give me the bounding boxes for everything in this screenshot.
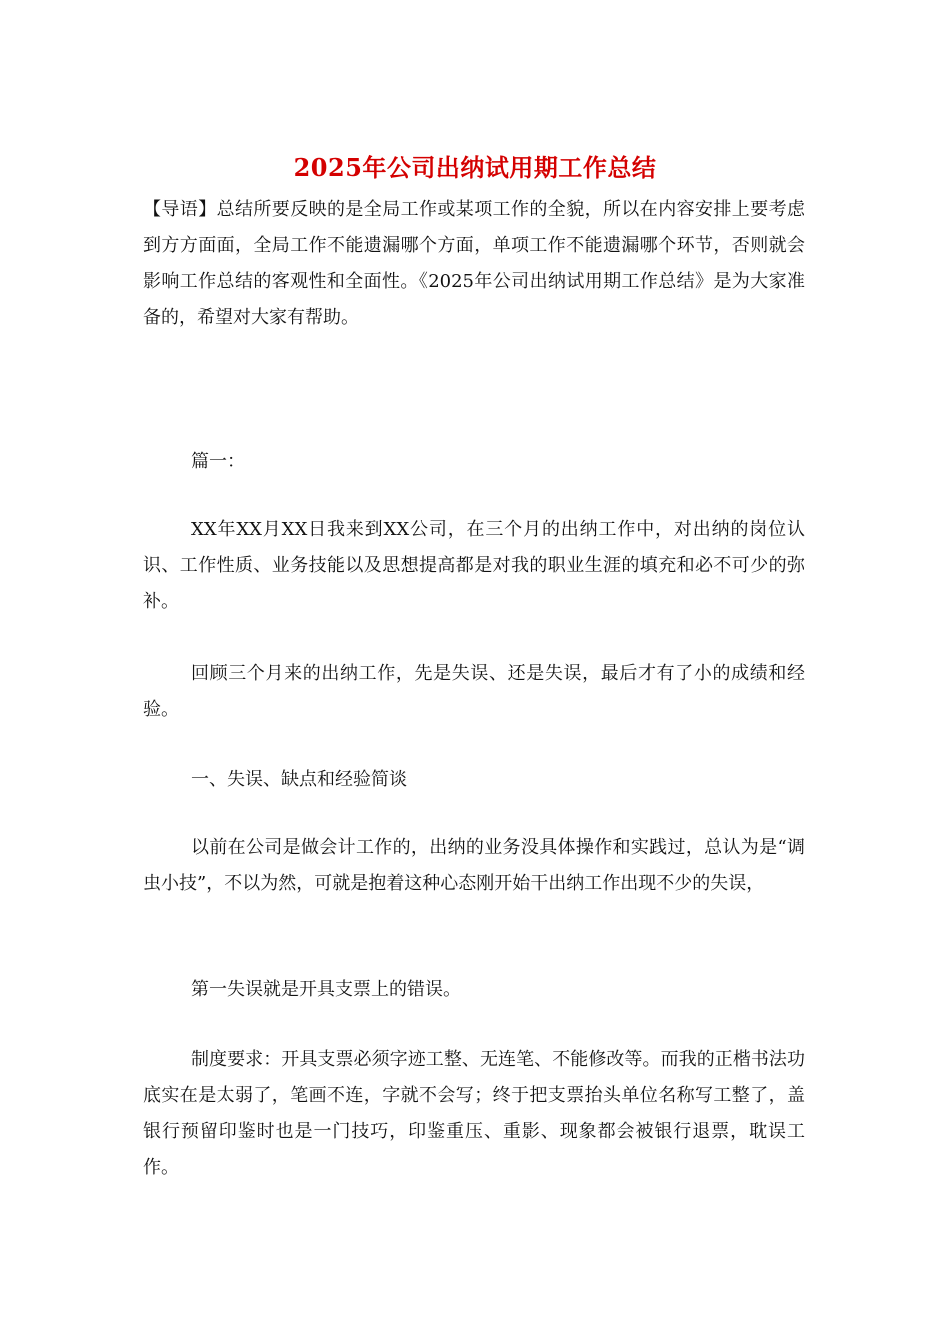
body-paragraph: 制度要求：开具支票必须字迹工整、无连笔、不能修改等。而我的正楷书法功底实在是太弱了，笔画不连，字就不会写；终于把支票抬头单位名称写工整了，盖银行预留印鉴时也是一门技巧，印鉴重压、重影、现象都会被银行退票，耽误工作。 [143,1049,805,1178]
document-title: 2025年公司出纳试用期工作总结 [293,153,657,182]
body-paragraph: XX年XX月XX日我来到XX公司，在三个月的出纳工作中，对出纳的岗位认识、工作性质、业务技能以及思想提高都是对我的职业生涯的填充和必不可少的弥补。 [143,519,805,612]
intro-paragraph: 【导语】总结所要反映的是全局工作或某项工作的全貌，所以在内容安排上要考虑到方方面面，全局工作不能遗漏哪个方面，单项工作不能遗漏哪个环节，否则就会影响工作总结的客观性和全面性。《2025年公司出纳试用期工作总结》是为大家准备的，希望对大家有帮助。 [143,199,805,328]
body-paragraph: 回顾三个月来的出纳工作，先是失误、还是失误，最后才有了小的成绩和经验。 [143,663,805,720]
body-paragraph: 第一失误就是开具支票上的错误。 [191,979,461,1000]
part-heading: 篇一： [191,451,245,472]
section-heading: 一、失误、缺点和经验简谈 [191,769,407,790]
body-paragraph: 以前在公司是做会计工作的，出纳的业务没具体操作和实践过，总认为是“调虫小技”，不以为然，可就是抱着这种心态刚开始干出纳工作出现不少的失误， [143,837,805,894]
